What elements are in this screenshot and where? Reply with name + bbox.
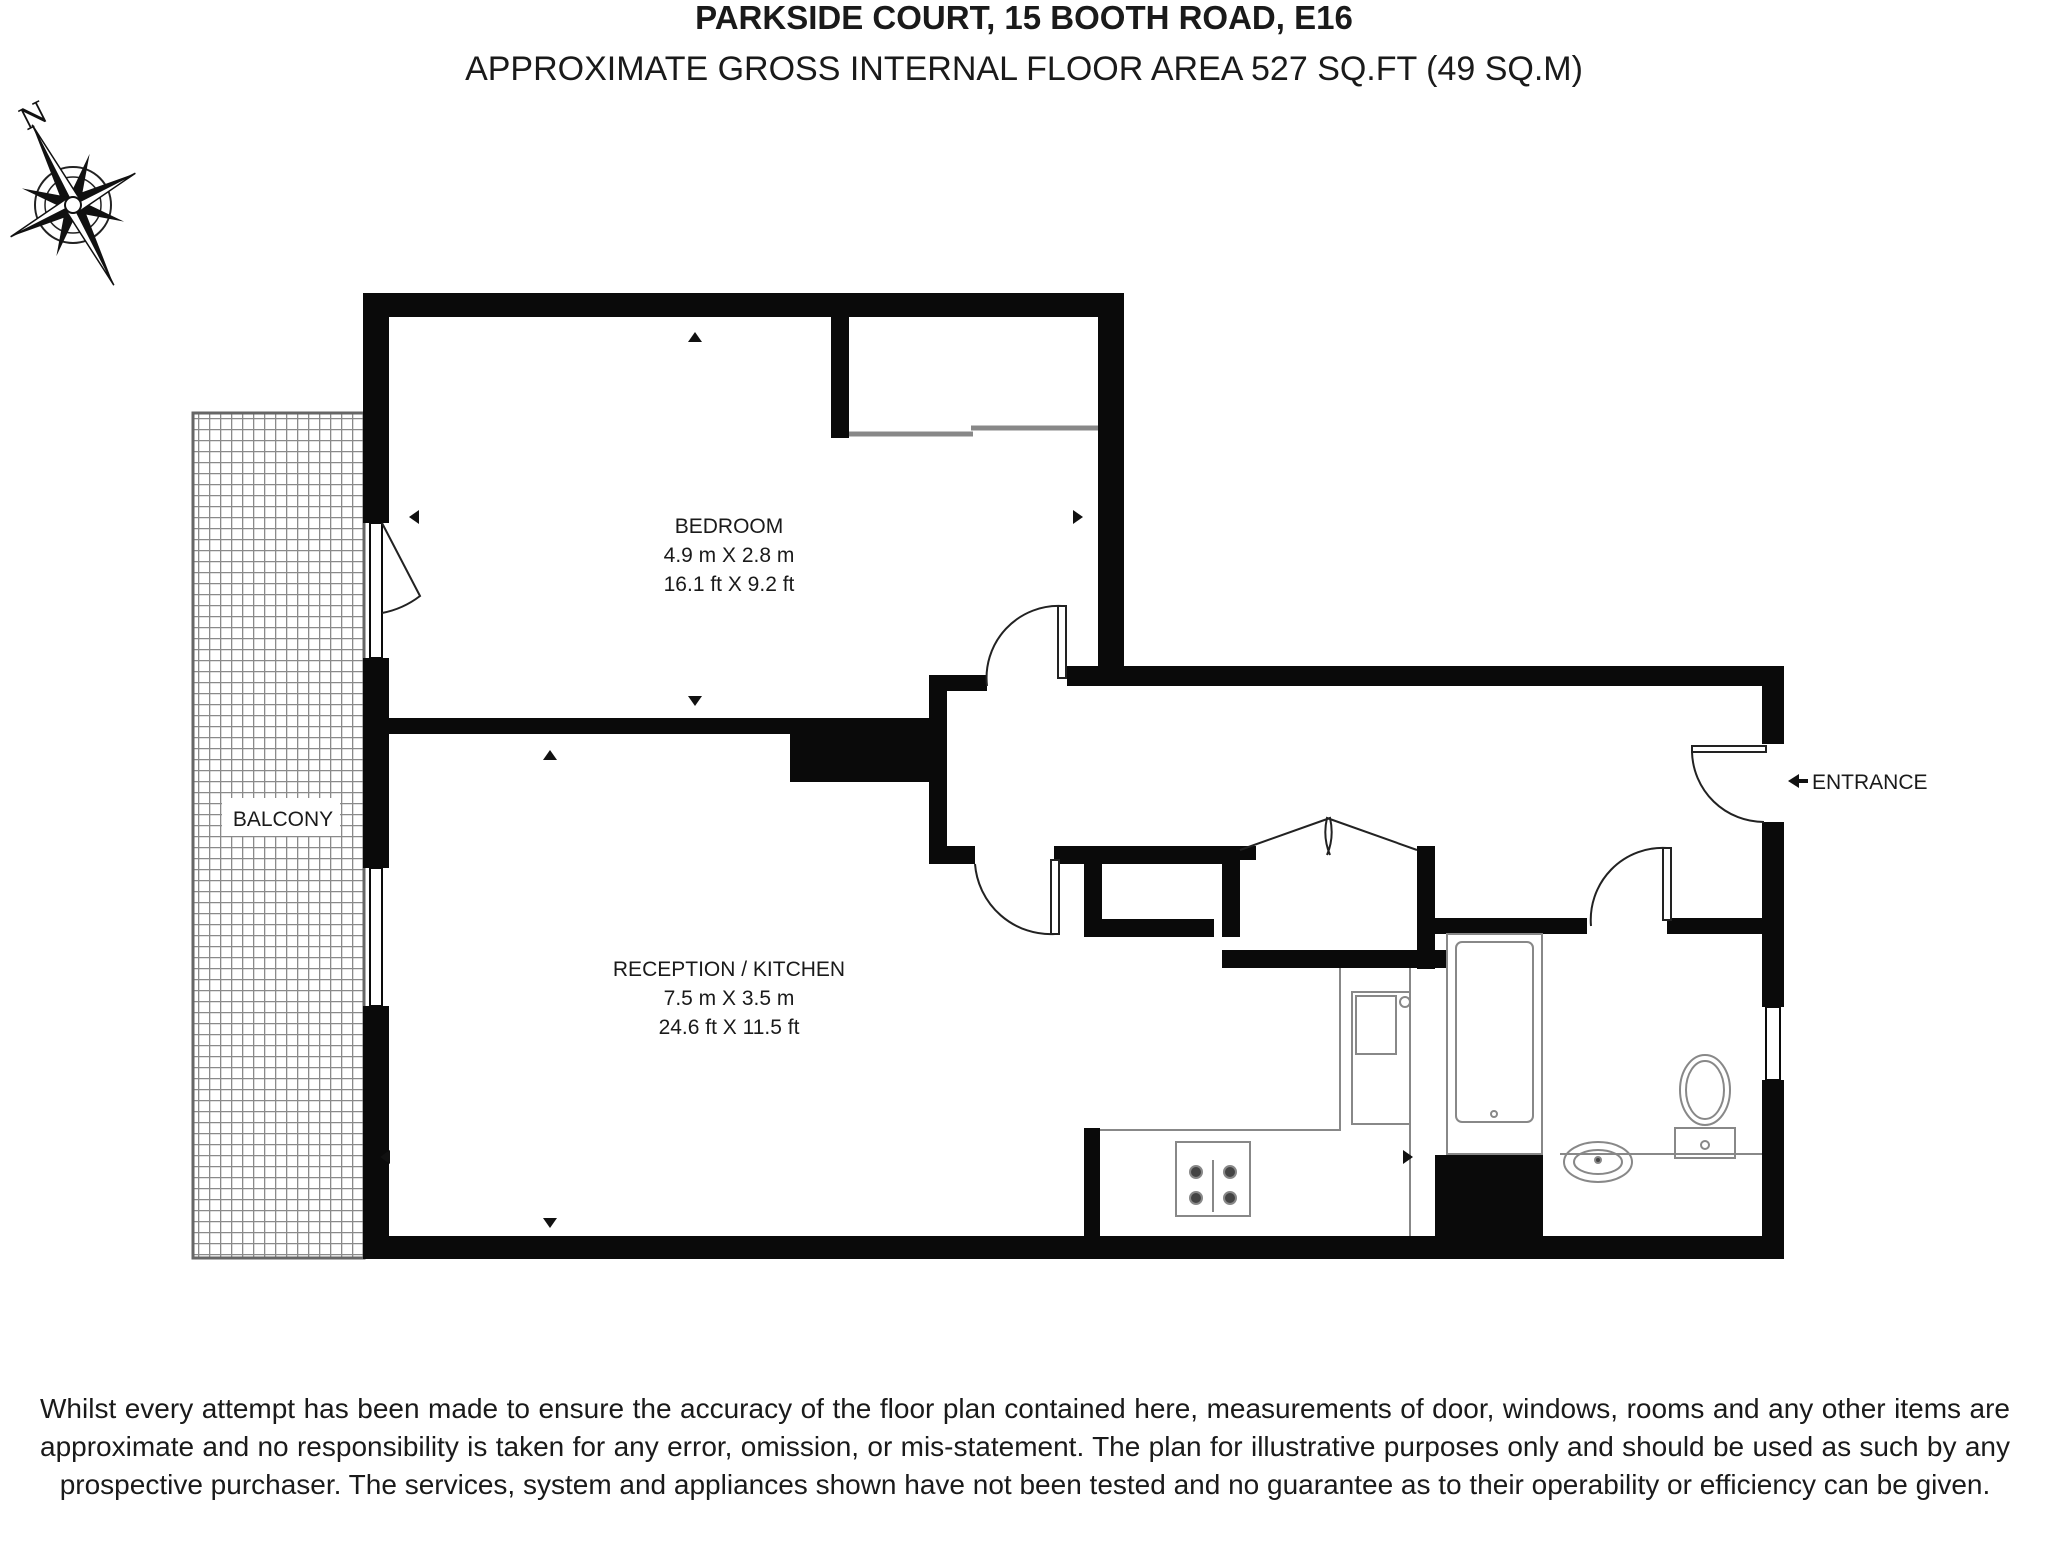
walls <box>363 293 1784 1259</box>
reception-imperial: 24.6 ft X 11.5 ft <box>658 1016 800 1039</box>
plan-title: PARKSIDE COURT, 15 BOOTH ROAD, E16 <box>695 0 1353 36</box>
bedroom-name: BEDROOM <box>674 515 784 538</box>
arrow-left-icon <box>1788 774 1799 788</box>
hob-icon <box>1176 1142 1250 1216</box>
reception-name: RECEPTION / KITCHEN <box>612 958 846 981</box>
balcony-label: BALCONY <box>232 808 334 831</box>
disclaimer-text: Whilst every attempt has been made to ensure the accuracy of the floor plan contained here, measurements of door, windows, rooms and any other items are approximate and no responsibility is taken for any error, omission, or mis-statement. The plan for illustrative purposes only and should be used as such by any prospective purchaser. The services, system and appliances shown have not been tested and no guarantee as to their operability or efficiency can be given. <box>40 1393 2010 1500</box>
bathroom-fixtures <box>1447 934 1762 1182</box>
bedroom-metric: 4.9 m X 2.8 m <box>663 544 795 567</box>
entrance-marker <box>1788 771 1928 794</box>
kitchen-fixtures <box>1100 968 1410 1236</box>
reception-metric: 7.5 m X 3.5 m <box>663 987 795 1010</box>
plan-subtitle: APPROXIMATE GROSS INTERNAL FLOOR AREA 527 SQ.FT (49 SQ.M) <box>465 50 1583 88</box>
bedroom-imperial: 16.1 ft X 9.2 ft <box>663 573 795 596</box>
kitchen-sink-icon <box>1352 992 1410 1124</box>
windows <box>370 523 1780 1080</box>
compass-north-label: N <box>14 94 54 139</box>
entrance-label: ENTRANCE <box>1812 771 1928 794</box>
wardrobe <box>849 428 1098 434</box>
toilet-icon <box>1675 1055 1735 1158</box>
